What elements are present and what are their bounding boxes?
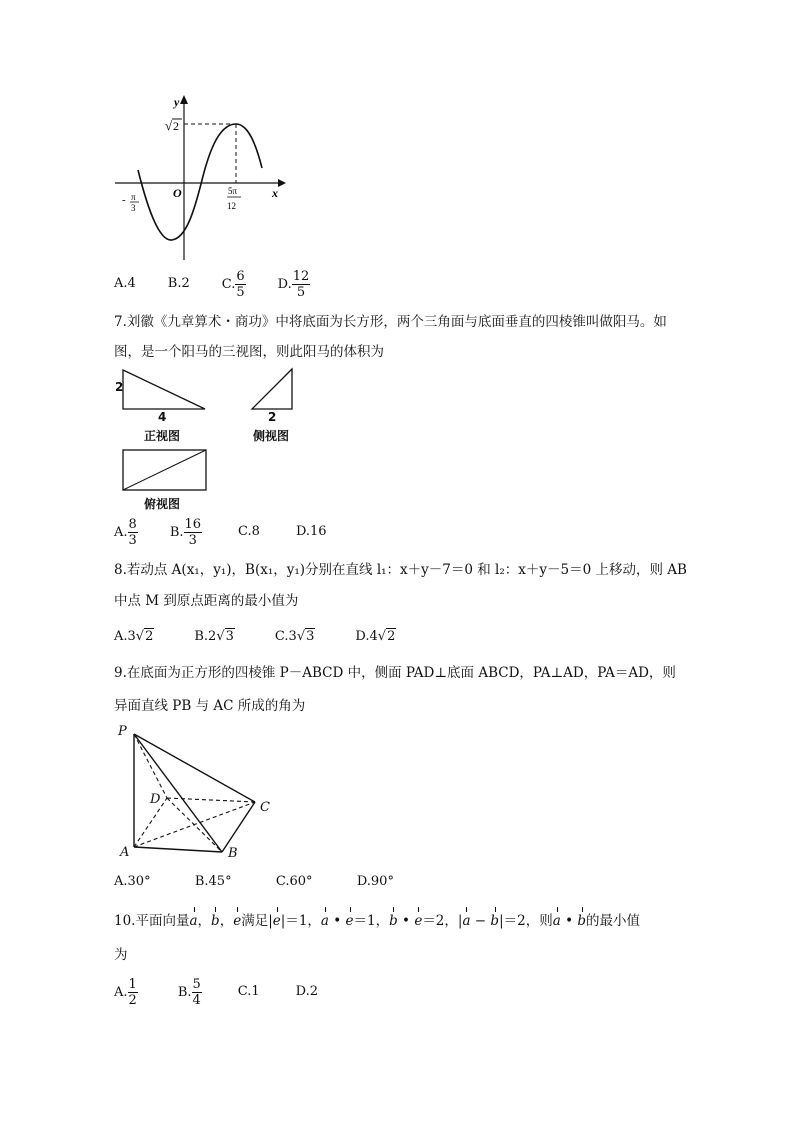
vector-b: b <box>577 913 586 929</box>
numerator: 12 <box>292 268 310 284</box>
q10-equation-3: |＝2，则 <box>499 913 553 929</box>
radicand: 3 <box>225 629 234 644</box>
q6-options <box>114 266 310 302</box>
q6-option-c-fraction <box>235 269 245 300</box>
q8-option-b-prefix: B.2 <box>194 629 217 644</box>
q9-option-d[interactable]: D.90° <box>356 874 394 889</box>
q10-option-a-fraction <box>128 977 138 1008</box>
q8-option-d[interactable] <box>355 628 396 646</box>
q10-tail: 的最小值 <box>585 913 640 929</box>
numerator: 6 <box>236 268 245 284</box>
q7-option-a-fraction <box>128 517 138 548</box>
q6-option-b[interactable]: B.2 <box>167 276 190 291</box>
denominator: 5 <box>296 284 306 300</box>
q9-line-1: 9.在底面为正方形的四棱锥 P－ABCD 中，侧面 PAD⊥底面 ABCD，PA⊥AD，PA＝AD，则 <box>114 665 676 681</box>
q7-option-b-fraction <box>184 517 203 548</box>
q6-option-c-prefix: C. <box>221 276 236 292</box>
edge-ab <box>134 847 222 852</box>
q7-option-d[interactable]: D.16 <box>295 524 327 539</box>
q8-line-1: 8.若动点 A(x₁，y₁)，B(x₁，y₁)分别在直线 l₁：x＋y－7＝0 和 l₂：x＋y－5＝0 上移动，则 AB <box>114 562 687 578</box>
sqrt-sign: √ <box>165 118 173 133</box>
q10-option-a-prefix: A. <box>114 984 128 1000</box>
q7-option-b[interactable] <box>170 517 202 548</box>
vertex-b: B <box>228 846 238 861</box>
vector-a: a <box>320 913 329 929</box>
front-view-height: 2 <box>115 380 124 394</box>
sine-curve <box>138 124 262 240</box>
vector-e: e <box>414 913 423 929</box>
q7-option-b-prefix: B. <box>169 524 184 540</box>
dot-operator: • <box>560 913 578 929</box>
top-view-label: 俯视图 <box>144 497 181 511</box>
q7-line-1: 7.刘徽《九章算术・商功》中将底面为长方形，两个三角面与底面垂直的四棱锥叫做阳马。如 <box>114 314 667 330</box>
q6-option-a[interactable]: A.4 <box>114 276 136 291</box>
vertex-c: C <box>260 800 270 815</box>
q7-option-c[interactable]: C.8 <box>238 524 260 539</box>
vector-b: b <box>490 913 500 929</box>
denominator: 3 <box>128 532 137 548</box>
radicand: 2 <box>387 629 396 644</box>
edge-bc <box>222 802 255 852</box>
q10-line-2: 为 <box>114 947 128 963</box>
q8-options <box>114 628 396 646</box>
vector-e: e <box>272 913 281 929</box>
dot-operator: • <box>328 913 346 929</box>
vertex-a: A <box>120 845 130 860</box>
neg-pi-num: π <box>131 192 136 202</box>
q10-option-b-prefix: B. <box>177 984 192 1000</box>
q8-line-2: 中点 M 到原点距离的最小值为 <box>114 593 299 609</box>
q9-line-2: 异面直线 PB 与 AC 所成的角为 <box>114 698 306 714</box>
q8-option-a-prefix: A.3 <box>114 629 136 644</box>
denominator: 5 <box>236 284 245 300</box>
peak-value-label: 2 <box>173 119 179 133</box>
q10-option-b-fraction <box>192 977 202 1008</box>
denominator: 2 <box>128 992 137 1008</box>
q8-option-d-prefix: D.4 <box>355 629 378 644</box>
q8-option-a[interactable] <box>114 628 154 646</box>
edge-pb <box>134 734 222 852</box>
front-view-triangle <box>123 370 205 409</box>
q10-condition-1: 满足| <box>241 913 273 929</box>
q10-lead: 10.平面向量 <box>114 913 190 929</box>
x-axis-label: x <box>272 186 278 200</box>
q10-options <box>114 974 318 1010</box>
side-view-width: 2 <box>268 410 277 424</box>
vector-b: b <box>211 913 220 929</box>
dot-operator: • <box>397 913 415 929</box>
numerator: 8 <box>128 516 137 532</box>
q6-option-d-fraction <box>292 269 311 300</box>
pyramid-figure <box>112 722 282 867</box>
q7-options <box>114 514 327 550</box>
vertex-p: P <box>118 724 127 739</box>
denominator: 3 <box>188 532 197 548</box>
q10-condition-2: |＝1， <box>280 913 321 929</box>
vector-a: a <box>462 913 471 929</box>
radicand: 3 <box>306 629 315 644</box>
separator: ， <box>197 913 212 929</box>
y-axis-arrow <box>180 95 188 104</box>
minus-operator: − <box>470 913 491 929</box>
q7-option-a[interactable] <box>114 517 138 548</box>
side-view-triangle <box>252 369 292 409</box>
x-axis-arrow <box>278 179 286 187</box>
sine-graph <box>110 92 300 264</box>
front-view-width: 4 <box>158 410 167 424</box>
q10-option-a[interactable] <box>114 977 138 1008</box>
origin-label: O <box>173 186 182 200</box>
side-view-label: 侧视图 <box>253 429 290 443</box>
vector-a: a <box>189 913 198 929</box>
q8-option-c-prefix: C.3 <box>274 629 297 644</box>
denominator: 4 <box>192 992 201 1008</box>
five-pi-den: 12 <box>227 201 236 211</box>
q10-equation-2: ＝2，| <box>422 913 463 929</box>
vector-b: b <box>389 913 398 929</box>
q8-option-d-radical: √2 <box>377 629 396 644</box>
diagonal-db <box>167 798 222 852</box>
q9-option-a[interactable]: A.30° <box>114 874 151 889</box>
q8-option-b-radical: √3 <box>216 629 234 644</box>
q8-option-a-radical: √2 <box>135 629 154 644</box>
q7-option-a-prefix: A. <box>114 524 128 540</box>
front-view-label: 正视图 <box>144 429 181 443</box>
vector-a: a <box>552 913 561 929</box>
vertex-d: D <box>150 792 161 807</box>
q8-option-b[interactable] <box>194 628 235 646</box>
q6-option-d[interactable] <box>278 269 311 300</box>
top-view-diagonal <box>123 450 206 490</box>
q8-option-c-radical: √3 <box>296 629 315 644</box>
neg-pi-den: 3 <box>131 203 136 213</box>
q9-option-c[interactable]: C.60° <box>275 874 313 889</box>
q10-line-1 <box>114 912 640 930</box>
separator: ， <box>219 913 234 929</box>
q8-option-c[interactable] <box>275 628 315 646</box>
q7-line-2: 图，是一个阳马的三视图，则此阳马的体积为 <box>114 344 384 360</box>
q10-option-c[interactable]: C.1 <box>237 984 260 999</box>
neg-sign: - <box>122 194 126 206</box>
numerator: 5 <box>192 976 201 992</box>
five-pi-num: 5π <box>228 186 238 196</box>
edge-dc <box>167 798 255 802</box>
vector-e: e <box>233 913 242 929</box>
q10-equation-1: ＝1， <box>353 913 390 929</box>
q6-option-d-prefix: D. <box>277 276 292 292</box>
y-axis-label: y <box>174 95 180 109</box>
q9-options <box>114 873 394 891</box>
q10-option-b[interactable] <box>178 977 202 1008</box>
q6-option-c[interactable] <box>222 269 246 300</box>
numerator: 1 <box>128 976 137 992</box>
q10-option-d[interactable]: D.2 <box>295 984 319 999</box>
vector-e: e <box>345 913 354 929</box>
q9-option-b[interactable]: B.45° <box>194 874 232 889</box>
radicand: 2 <box>145 629 154 644</box>
numerator: 16 <box>184 516 202 532</box>
